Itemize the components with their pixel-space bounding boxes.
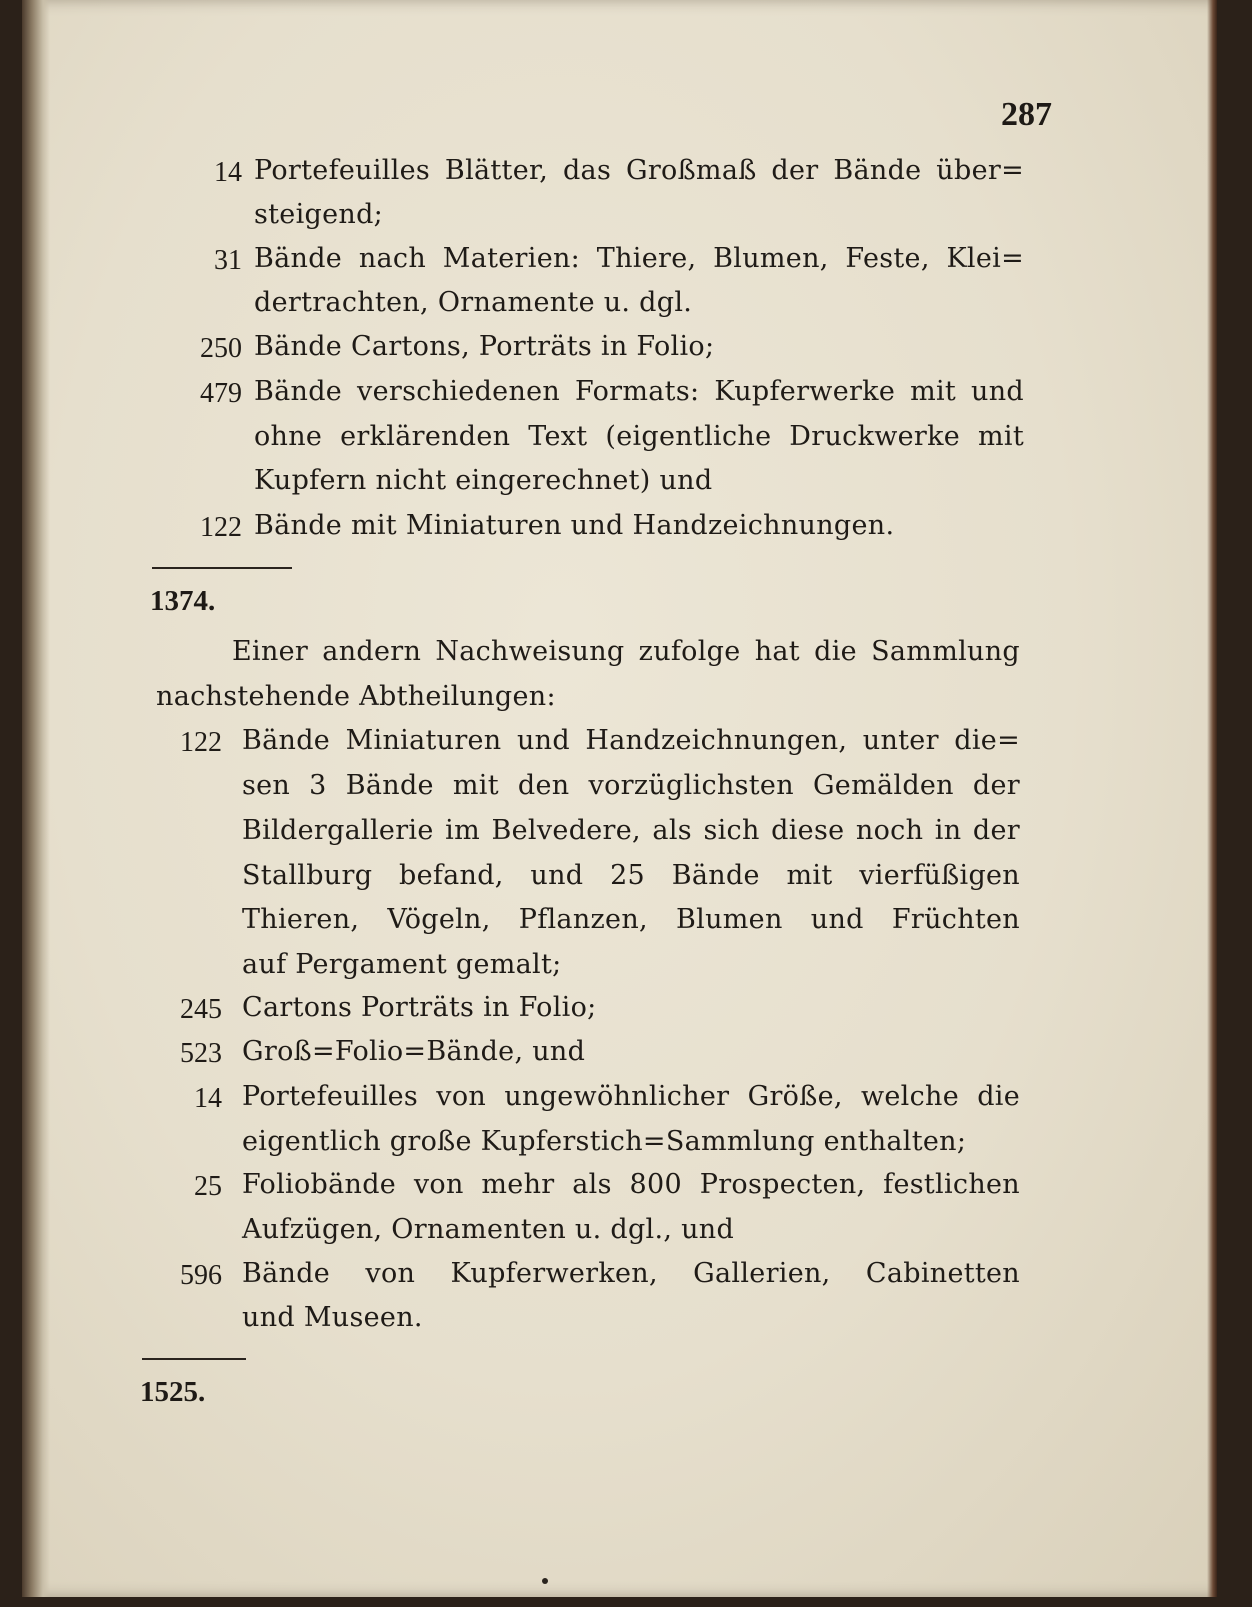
entry-text-line: Bildergallerie im Belvedere, als sich diese noch in der: [242, 815, 1020, 846]
entry-text-line: Portefeuilles von ungewöhnlicher Größe, welche die: [242, 1081, 1020, 1112]
entry-text-line: Bände Miniaturen und Handzeichnungen, unter die=: [242, 725, 1020, 756]
entry-text-line: steigend;: [254, 199, 384, 230]
section-heading: 1525.: [140, 1376, 206, 1408]
entry-text-line: Bände Cartons, Porträts in Folio;: [254, 331, 715, 362]
entry-text-line: Kupfern nicht eingerechnet) und: [254, 465, 713, 496]
section-divider: [152, 567, 292, 569]
entry-text-line: Groß=Folio=Bände, und: [242, 1036, 586, 1067]
entry-count: 122: [180, 727, 222, 758]
entry-text-line: sen 3 Bände mit den vorzüglichsten Gemälden der: [242, 770, 1020, 801]
entry-text-line: Bände verschiedenen Formats: Kupferwerke mit und: [254, 376, 1024, 407]
entry-text-line: Thieren, Vögeln, Pflanzen, Blumen und Früchten: [242, 904, 1020, 935]
entry-text-line: Stallburg befand, und 25 Bände mit vierfüßigen: [242, 860, 1020, 891]
intro-text-line: nachstehende Abtheilungen:: [156, 681, 556, 712]
entry-count: 523: [180, 1038, 222, 1069]
entry-text-line: Foliobände von mehr als 800 Prospecten, festlichen: [242, 1169, 1020, 1200]
section-heading: 1374.: [150, 585, 216, 617]
page-number: 287: [1001, 96, 1052, 133]
entry-text-line: Bände mit Miniaturen und Handzeichnungen.: [254, 510, 895, 541]
entry-text-line: Portefeuilles Blätter, das Großmaß der Bände über=: [254, 155, 1024, 186]
entry-text-line: Bände nach Materien: Thiere, Blumen, Feste, Klei=: [254, 243, 1024, 274]
entry-text-line: ohne erklärenden Text (eigentliche Druckwerke mit: [254, 421, 1024, 452]
page-edge: [1207, 0, 1217, 1597]
entry-count: 31: [214, 245, 242, 276]
entry-count: 250: [200, 333, 242, 364]
book-gutter: [22, 0, 50, 1597]
entry-text-line: auf Pergament gemalt;: [242, 949, 562, 980]
entry-count: 479: [200, 378, 242, 409]
entry-count: 245: [180, 994, 222, 1025]
entry-text-line: Bände von Kupferwerken, Gallerien, Cabinetten: [242, 1258, 1020, 1289]
entry-count: 14: [194, 1083, 222, 1114]
entry-count: 25: [194, 1171, 222, 1202]
entry-text-line: und Museen.: [242, 1302, 423, 1333]
book-page: [22, 0, 1217, 1597]
entry-text-line: eigentlich große Kupferstich=Sammlung enthalten;: [242, 1126, 967, 1157]
ink-spot: [542, 1578, 548, 1584]
entry-count: 14: [214, 157, 242, 188]
entry-text-line: dertrachten, Ornamente u. dgl.: [254, 287, 693, 318]
intro-text-line: Einer andern Nachweisung zufolge hat die Sammlung: [232, 636, 1020, 667]
section-divider: [142, 1358, 246, 1360]
entry-count: 122: [200, 512, 242, 543]
entry-count: 596: [180, 1260, 222, 1291]
entry-text-line: Cartons Porträts in Folio;: [242, 992, 597, 1023]
entry-text-line: Aufzügen, Ornamenten u. dgl., und: [242, 1214, 735, 1245]
